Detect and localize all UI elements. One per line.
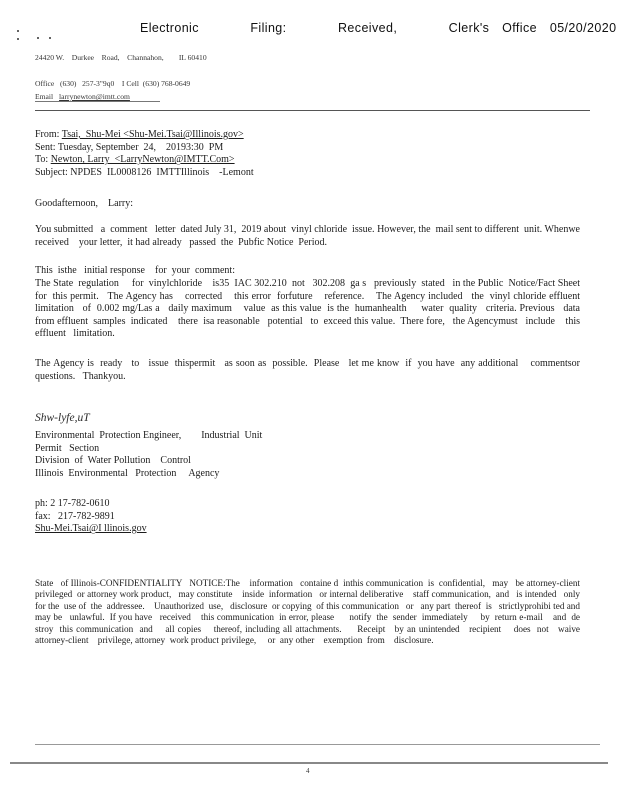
email-meta — [35, 129, 595, 179]
letterhead-email-row — [35, 92, 130, 101]
contact-block — [35, 498, 147, 536]
sent-label: Sent: — [35, 141, 56, 153]
to-value[interactable]: Newton, Larry <LarryNewton@IMTT.Com> — [50, 154, 235, 166]
signature-title: Environmental Protection Engineer, Industrial Unit — [35, 430, 263, 441]
signature-phone: ph: 2 17-782-0610 — [35, 498, 110, 509]
sent-value: Tuesday, September 24, 20193:30 PM — [57, 141, 224, 153]
page-number: 4 — [306, 767, 310, 775]
signature-fax: fax: 217-782-9891 — [35, 510, 115, 522]
to-label: To: — [35, 154, 49, 166]
scan-mark — [49, 37, 51, 39]
paragraph-1: You submitted a comment letter dated July 31, 2019 about vinyl chloride issue. However, the mail sent to different unit. Whenwe received your letter, it had already passed the Pubfic Notice Period. — [35, 224, 590, 248]
signature-division: Division of Water Pollution Control — [35, 455, 191, 467]
paragraph-2-intro: This isthe initial response for your comment: — [35, 265, 235, 276]
footer-rule — [10, 762, 608, 764]
to-row — [35, 154, 595, 167]
letterhead-divider — [35, 110, 590, 111]
subject-row — [35, 167, 595, 180]
signature-section: Permit Section — [35, 442, 100, 454]
filing-stamp: Electronic Filing: Received, Clerk's Office 05/20/2020 — [140, 21, 617, 35]
letterhead-email-label: Email — [35, 92, 54, 101]
sent-row — [35, 142, 595, 155]
signature-block — [35, 430, 262, 480]
from-value[interactable]: Tsai, Shu-Mei <Shu-Mei.Tsai@Illinois.gov> — [61, 129, 244, 140]
signature-email-link[interactable]: Shu-Mei.Tsai@I llinois.gov — [35, 523, 147, 535]
paragraph-2: The State regulation for vinylchloride is35 IAC 302.210 not 302.208 ga s previously stated in the Public Notice/Fact Sheet for this permit. The Agency has corrected this error forfuture reference. The Agency included the vinyl chloride effluent limitation of 0.002 mg/Las a daily maximum value as this value is the humanhealth water quality criteria. Previous data from effluent samples indicated there isa reasonable potential to exceed this value. There fore, the Agencymust include this effluent limitation. — [35, 278, 588, 340]
handwritten-signature: Shw-lyfe,uT — [35, 412, 90, 424]
scan-mark — [17, 38, 19, 40]
subject-value: NPDES IL0008126 IMTTIllinois -Lemont — [70, 166, 254, 178]
footer-divider — [35, 744, 600, 745]
scan-mark — [17, 30, 19, 32]
signature-agency: Illinois Environmental Protection Agency — [35, 467, 220, 479]
letterhead-address: 24420 W. Durkee Road, Channahon, IL 60410 — [35, 53, 207, 62]
letterhead-email-link[interactable]: larrynewton@imtt.com — [59, 92, 130, 101]
confidentiality-notice: State of Illinois-CONFIDENTIALITY NOTICE:The information containe d inthis communication is confidential, may be attorney-client privileged or attorney work product, may constitute inside information or internal deliberative staff communication, and is intended only for the use of the addressee. Unauthorized use, disclosure or copying of this communication or any part thereof is strictlyprohibi ted and may be unlawful. If you have received this communication in error, please notify the sender immediately by return e-mail and de stroy this communication and all copies thereof, including all attachments. Receipt by an unintended recipient does not waive attorney-client privilege, attorney work product privilege, or any other exemption from disclosure. — [35, 578, 590, 646]
paragraph-3: The Agency is ready to issue thispermit as soon as possible. Please let me know if you have any additional commentsor questions. Thankyou. — [35, 358, 583, 382]
letterhead-divider-short — [35, 101, 160, 102]
from-row — [35, 129, 595, 142]
greeting: Goodafternoon, Larry: — [35, 198, 134, 209]
letterhead-phones: Office (630) 257-3"9q0 I Cell (630) 768-0649 — [35, 79, 191, 88]
subject-label: Subject: — [35, 166, 68, 178]
from-label: From: — [35, 129, 60, 140]
scan-mark — [37, 37, 39, 39]
